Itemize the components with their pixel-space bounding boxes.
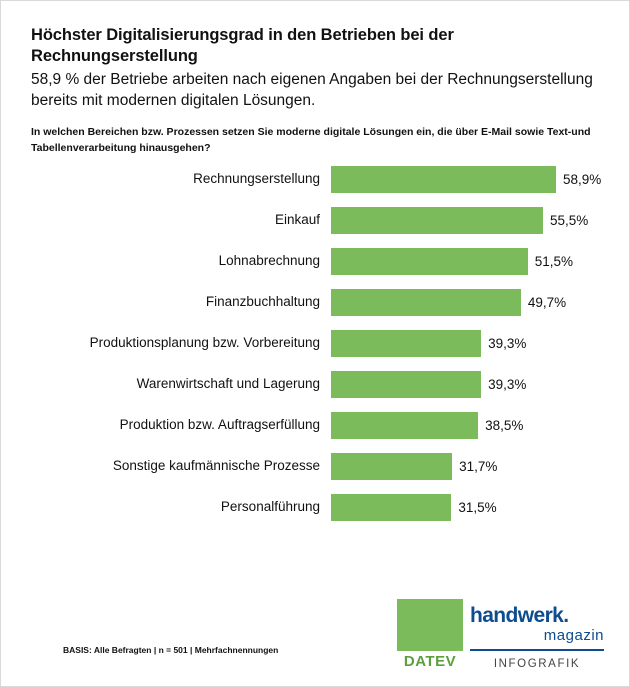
- brand-name-text: handwerk: [470, 604, 564, 627]
- bar-zone: [331, 330, 603, 357]
- chart-row: [31, 207, 603, 234]
- bar-value-label: 55,5%: [550, 212, 589, 228]
- category-label: Produktionsplanung bzw. Vorbereitung: [89, 334, 320, 350]
- content-area: [31, 25, 603, 521]
- chart-row: [31, 166, 603, 193]
- category-label: Personalführung: [220, 498, 320, 514]
- brand-tagline: INFOGRAFIK: [493, 658, 581, 670]
- bar-zone: [331, 166, 603, 193]
- bar-zone: [331, 371, 603, 398]
- bar-value-label: 39,3%: [488, 376, 527, 392]
- category-label: Rechnungserstellung: [193, 170, 320, 186]
- bar: [331, 494, 451, 521]
- category-label: Sonstige kaufmännische Prozesse: [112, 457, 320, 473]
- chart-row: [31, 453, 603, 480]
- bar: [331, 330, 481, 357]
- bar-value-label: 38,5%: [485, 417, 524, 433]
- bar-zone: [331, 248, 603, 275]
- datev-label: DATEV: [403, 653, 457, 670]
- bar-zone: [331, 289, 603, 316]
- chart-footer: [1, 590, 629, 686]
- handwerk-magazin-logo: [470, 605, 604, 670]
- bar-value-label: 58,9%: [563, 171, 602, 187]
- brand-dot-icon: .: [563, 604, 569, 627]
- survey-question: In welchen Bereichen bzw. Prozessen setzen Sie moderne digitale Lösungen ein, die über E-Mail sowie Text-und Tabellenverarbeitung hinausgehen?: [31, 126, 591, 154]
- bar-zone: [331, 494, 603, 521]
- bar-chart: [31, 166, 603, 521]
- brand-name: [470, 605, 604, 626]
- bar: [331, 166, 556, 193]
- bar-zone: [331, 412, 603, 439]
- datev-square-icon: [397, 599, 463, 651]
- category-label: Einkauf: [274, 211, 320, 227]
- chart-row: [31, 330, 603, 357]
- bar: [331, 371, 481, 398]
- bar: [331, 248, 528, 275]
- bar: [331, 412, 478, 439]
- bar-value-label: 31,7%: [459, 458, 498, 474]
- category-label: Produktion bzw. Auftragserfüllung: [119, 416, 320, 432]
- basis-note: BASIS: Alle Befragten | n = 501 | Mehrfachnennungen: [63, 645, 279, 655]
- category-label: Finanzbuchhaltung: [205, 293, 320, 309]
- chart-row: [31, 494, 603, 521]
- bar-value-label: 51,5%: [534, 253, 573, 269]
- chart-row: [31, 289, 603, 316]
- bar-zone: [331, 453, 603, 480]
- page-subtitle: 58,9 % der Betriebe arbeiten nach eigenen Angaben bei der Rechnungserstellung bereits mit modernen digitalen Lösungen.: [31, 71, 593, 109]
- bar-zone: [331, 207, 603, 234]
- datev-logo: [397, 599, 463, 670]
- category-label: Lohnabrechnung: [218, 252, 320, 268]
- bar-value-label: 49,7%: [527, 294, 567, 310]
- bar: [331, 289, 521, 316]
- brand-subtitle: magazin: [470, 628, 604, 651]
- chart-row: [31, 248, 603, 275]
- bar-value-label: 39,3%: [488, 335, 527, 351]
- page-title: Höchster Digitalisierungsgrad in den Betrieben bei der Rechnungserstellung: [31, 26, 454, 66]
- bar-value-label: 31,5%: [458, 499, 497, 515]
- bar: [331, 207, 543, 234]
- category-label: Warenwirtschaft und Lagerung: [136, 375, 320, 391]
- chart-row: [31, 412, 603, 439]
- bar: [331, 453, 452, 480]
- chart-row: [31, 371, 603, 398]
